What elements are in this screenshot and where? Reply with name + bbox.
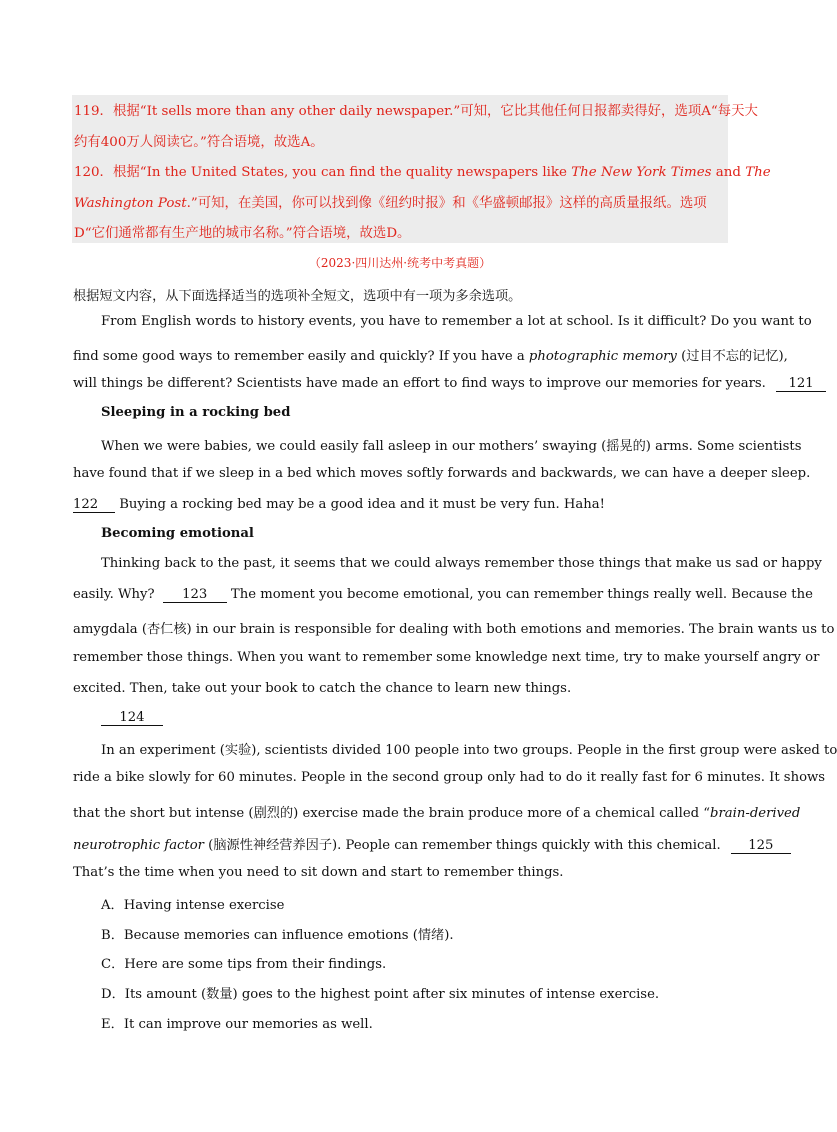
answer-119-line-1: 119．根据“It sells more than any other daily newspaper.”可知，它比其他任何日报都卖得好，选项A“每天大: [74, 104, 758, 119]
blank-122[interactable]: 122: [73, 498, 115, 513]
para3-line-5: excited. Then, take out your book to catch the chance to learn new things.: [73, 681, 572, 696]
option-a: A．Having intense exercise: [101, 898, 285, 913]
para4-line-1: In an experiment (实验), scientists divided 100 people into two groups. People in the first group were asked to: [101, 743, 837, 758]
para1-line-2: find some good ways to remember easily and quickly? If you have a photographic memory (过目不忘的记忆),: [73, 349, 788, 364]
blank-124[interactable]: 124: [101, 711, 163, 726]
answer-120-line-3: D“它们通常都有生产地的城市名称。”符合语境，故选D。: [74, 226, 411, 241]
blank-121[interactable]: 121: [776, 377, 826, 392]
option-c: C．Here are some tips from their findings.: [101, 957, 387, 972]
answer-120-line-1: 120．根据“In the United States, you can find the quality newspapers like The New York Times and The: [74, 165, 771, 180]
answer-120-line-2: Washington Post.”可知，在美国，你可以找到像《纽约时报》和《华盛顿邮报》这样的高质量报纸。选项: [74, 196, 707, 211]
para2-line-2: have found that if we sleep in a bed which moves softly forwards and backwards, we can have a deeper sleep.: [73, 466, 811, 481]
para4-line-2: ride a bike slowly for 60 minutes. People in the second group only had to do it really fast for 6 minutes. It shows: [73, 770, 826, 785]
option-b: B．Because memories can influence emotions (情绪).: [101, 928, 454, 943]
para2-line-1: When we were babies, we could easily fall asleep in our mothers’ swaying (摇晃的) arms. Some scientists: [101, 439, 802, 454]
para2-line-3: 122 Buying a rocking bed may be a good idea and it must be very fun. Haha!: [73, 497, 605, 512]
para1-line-3: will things be different? Scientists have made an effort to find ways to improve our memories for years. 121: [73, 376, 826, 392]
para4-line-3: that the short but intense (剧烈的) exercise made the brain produce more of a chemical called “brain-derived: [73, 806, 801, 821]
para4-line-4: neurotrophic factor (脑源性神经营养因子). People can remember things quickly with this chemical. 125: [73, 834, 791, 854]
blank-124-line: [101, 710, 163, 726]
option-e: E．It can improve our memories as well.: [101, 1017, 373, 1032]
heading-emotional: Becoming emotional: [101, 526, 254, 541]
heading-sleeping: Sleeping in a rocking bed: [101, 405, 291, 420]
para3-line-1: Thinking back to the past, it seems that we could always remember those things that make us sad or happy: [101, 556, 822, 571]
question-source: （2023·四川达州·统考中考真题）: [308, 256, 492, 270]
para1-line-1: From English words to history events, you have to remember a lot at school. Is it difficult? Do you want to: [101, 314, 812, 329]
instruction-text: 根据短文内容，从下面选择适当的选项补全短文，选项中有一项为多余选项。: [73, 289, 522, 304]
para4-line-5: That’s the time when you need to sit down and start to remember things.: [73, 865, 564, 880]
para3-line-4: remember those things. When you want to remember some knowledge next time, try to make yourself angry or: [73, 650, 820, 665]
answer-119-line-2: 约有400万人阅读它。”符合语境，故选A。: [74, 135, 324, 150]
para3-line-2: easily. Why? 123 The moment you become emotional, you can remember things really well. Because the: [73, 587, 813, 602]
answer-explanation-block: [72, 95, 771, 243]
blank-125[interactable]: 125: [731, 839, 791, 854]
para3-line-3: amygdala (杏仁核) in our brain is responsible for dealing with both emotions and memories. The brain wants us to: [73, 622, 835, 637]
option-d: D．Its amount (数量) goes to the highest point after six minutes of intense exercise.: [101, 987, 660, 1002]
blank-123[interactable]: 123: [163, 588, 227, 603]
